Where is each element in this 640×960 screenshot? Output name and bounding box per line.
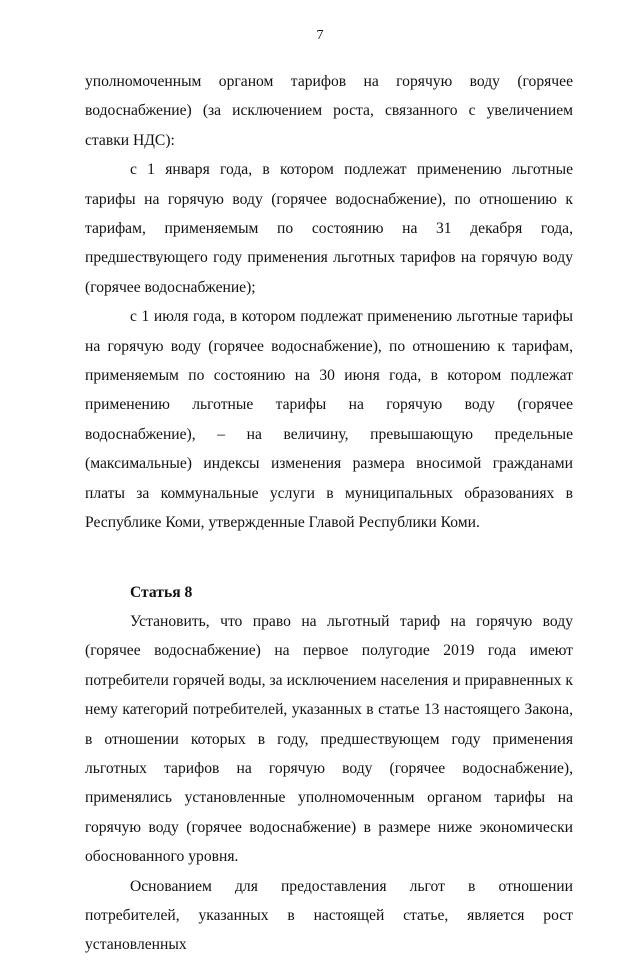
paragraph-january: с 1 января года, в котором подлежат применению льготные тарифы на горячую воду (горячее водоснабжение), по отношению к тарифам, применяемым по состоянию на 31 декабря года, предшествующего году применения льготных тарифов на горячую воду (горячее водоснабжение); <box>85 161 573 296</box>
paragraph-july: с 1 июля года, в котором подлежат применению льготные тарифы на горячую воду (горячее водоснабжение), по отношению к тарифам, применяемым по состоянию на 30 июня года, в котором подлежат применению льготные тарифы на горячую воду (горячее водоснабжение), – на величину, превышающую предельные (максимальные) индексы изменения размера вносимой гражданами платы за коммунальные услуги в муниципальных образованиях в Республике Коми, утвержденные Главой Республики Коми. <box>85 308 573 532</box>
article-paragraph-right: Установить, что право на льготный тариф на горячую воду (горячее водоснабжение) на первое полугодие 2019 года имеют потребители горячей воды, за исключением населения и приравненных к нему категорий потребителей, указанных в статье 13 настоящего Закона, в отношении которых в году, предшествующем году применения льготных тарифов на горячую воду (горячее водоснабжение), применялись установленные уполномоченным органом тарифы на горячую воду (горячее водоснабжение) в размере ниже экономически обоснованного уровня. <box>85 612 573 866</box>
page-number: 7 <box>316 28 324 43</box>
article-heading: Статья 8 <box>130 583 193 601</box>
paragraph-continuation: уполномоченным органом тарифов на горячую воду (горячее водоснабжение) (за исключением роста, связанного с увеличением ставки НДС): <box>85 73 573 149</box>
article-paragraph-basis: Основанием для предоставления льгот в отношении потребителей, указанных в настоящей статье, является рост установленных <box>85 877 573 954</box>
document-body <box>85 67 573 960</box>
